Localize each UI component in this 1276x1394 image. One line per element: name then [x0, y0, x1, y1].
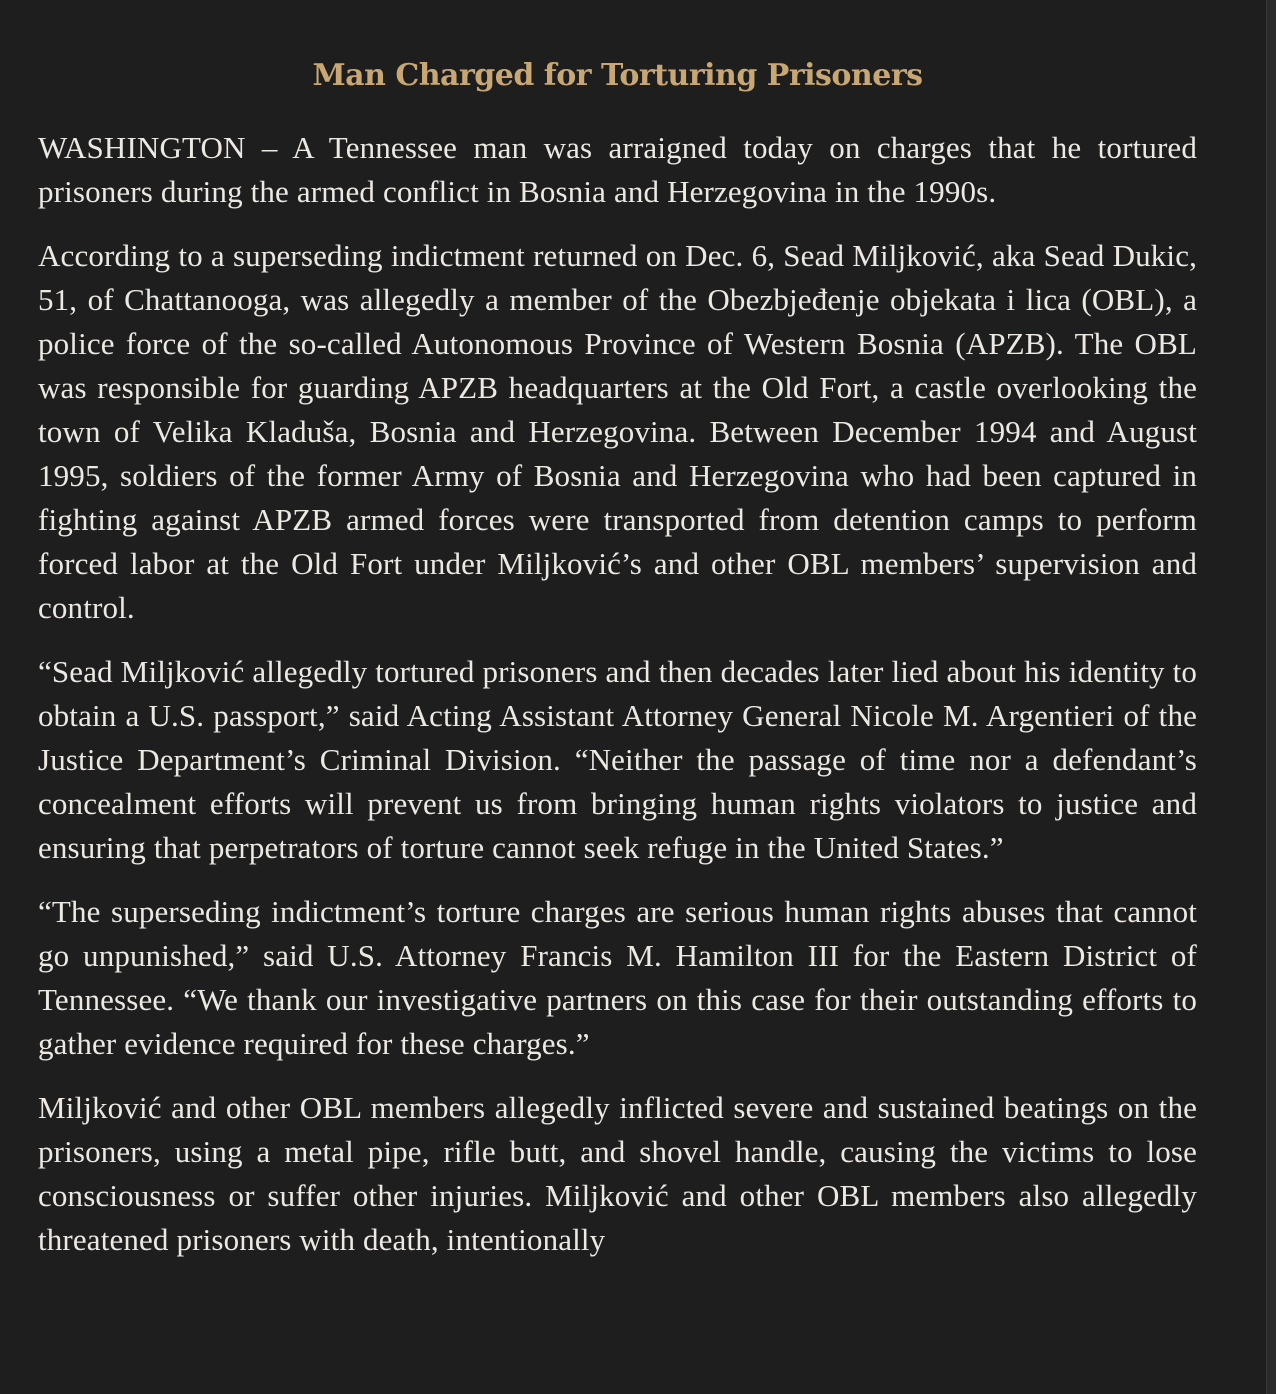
article-paragraph: “Sead Miljković allegedly tortured prisoners and then decades later lied about his identity to obtain a U.S. passport,” said Acting Assistant Attorney General Nicole M. Argentieri of the Justice Department’s Criminal Division. “Neither the passage of time nor a defendant’s concealment efforts will prevent us from bringing human rights violators to justice and ensuring that perpetrators of torture cannot seek refuge in the United States.”	[38, 654, 1197, 865]
article-paragraph: WASHINGTON – A Tennessee man was arraigned today on charges that he tortured prisoners during the armed conflict in Bosnia and Herzegovina in the 1990s.	[38, 130, 1197, 209]
article-paragraph: Miljković and other OBL members allegedly inflicted severe and sustained beatings on the prisoners, using a metal pipe, rifle butt, and shovel handle, causing the victims to lose consciousness or suffer other injuries. Miljković and other OBL members also allegedly threatened prisoners with death, intentionally	[38, 1090, 1197, 1257]
window-edge	[1266, 0, 1276, 1394]
article-paragraph: According to a superseding indictment returned on Dec. 6, Sead Miljković, aka Sead Dukic, 51, of Chattanooga, was allegedly a member of the Obezbjeđenje objekata i lica (OBL), a police force of the so-called Autonomous Province of Western Bosnia (APZB). The OBL was responsible for guarding APZB headquarters at the Old Fort, a castle overlooking the town of Velika Kladuša, Bosnia and Herzegovina. Between December 1994 and August 1995, soldiers of the former Army of Bosnia and Herzegovina who had been captured in fighting against APZB armed forces were transported from detention camps to perform forced labor at the Old Fort under Miljković’s and other OBL members’ supervision and control.	[38, 238, 1197, 625]
article-paragraph: “The superseding indictment’s torture charges are serious human rights abuses that cannot go unpunished,” said U.S. Attorney Francis M. Hamilton III for the Eastern District of Tennessee. “We thank our investigative partners on this case for their outstanding efforts to gather evidence required for these charges.”	[38, 894, 1197, 1061]
article	[38, 0, 1197, 1262]
article-title: Man Charged for Torturing Prisoners	[312, 58, 923, 93]
